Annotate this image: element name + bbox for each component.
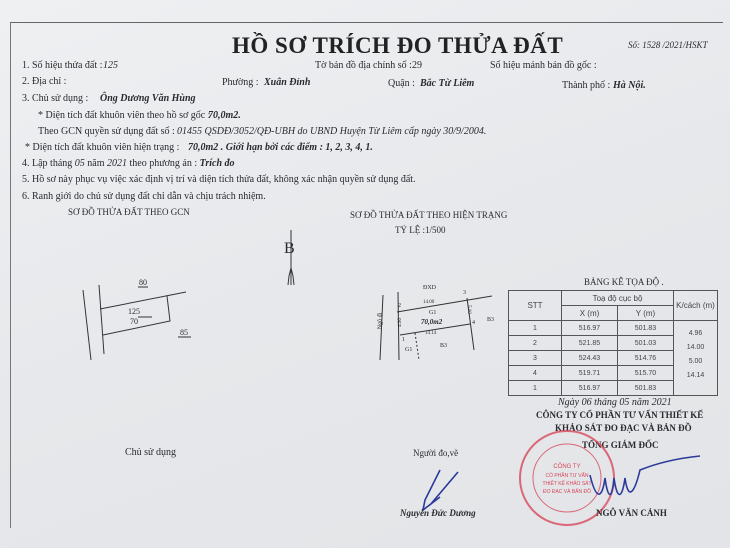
stt: 2 [509, 336, 562, 351]
line4-mid: năm [87, 158, 105, 169]
x: 519.71 [562, 366, 618, 381]
coord-table-title: BẢNG KÊ TỌA ĐỘ . [584, 277, 664, 287]
col-distance: K/cách (m) [674, 291, 718, 321]
parcel-number: 125 [103, 60, 118, 71]
x: 524.43 [562, 351, 618, 366]
orig-area: 70,0m2. [208, 110, 241, 121]
distance: 14.14 [686, 372, 705, 379]
right-length: 5.00 [465, 305, 471, 314]
g1-label: G1 [429, 310, 437, 316]
parcel-number-label: 1. Số hiệu thửa đất : [22, 60, 103, 71]
stt: 4 [509, 366, 562, 381]
surveyor-label: Người đo,vẽ [413, 448, 459, 458]
stt: 3 [509, 351, 562, 366]
g1-neighbor-label: G1 [405, 347, 413, 353]
line4-method: Trích đo [199, 158, 235, 169]
director-title: TỔNG GIÁM ĐỐC [582, 440, 659, 450]
line4-prefix: 4. Lập tháng [22, 158, 73, 169]
y: 514.76 [618, 351, 674, 366]
line4-year: 2021 [106, 158, 127, 169]
director-name: NGÔ VĂN CẢNH [596, 508, 667, 518]
y: 501.83 [618, 381, 674, 396]
b3-neighbor-label: B3 [440, 343, 448, 349]
distance: 4.96 [688, 330, 703, 337]
y: 515.70 [618, 366, 674, 381]
road-label: ĐXD [423, 285, 436, 291]
ward-label: Phường : [222, 77, 259, 88]
owner-name: Ông Dương Văn Hùng [100, 93, 196, 104]
current-area: 70,0m2 . Giới hạn bởi các điểm : 1, 2, 3, 4, 1. [188, 142, 373, 153]
line6: 6. Ranh giới do chủ sử dụng đất chỉ dẫn và chịu trách nhiệm. [22, 191, 266, 202]
top-length: 14.00 [423, 300, 435, 305]
company-line-1: CÔNG TY CỔ PHẦN TƯ VẤN THIẾT KẾ [536, 410, 704, 420]
company-line-2: KHẢO SÁT ĐO ĐẠC VÀ BẢN ĐỒ [555, 423, 692, 433]
city: Hà Nội. [613, 80, 646, 91]
lane-label: Ngõ đi [377, 312, 384, 330]
district-label: Quận : [388, 78, 415, 89]
svg-text:ĐO ĐẠC VÀ BẢN ĐỒ: ĐO ĐẠC VÀ BẢN ĐỒ [542, 489, 592, 495]
city-label: Thành phố : [562, 80, 611, 91]
col-x: X (m) [562, 306, 618, 321]
address-label: 2. Địa chỉ : [22, 76, 67, 87]
point-1: 1 [402, 337, 405, 343]
north-label: B [284, 240, 295, 257]
owner-label: 3. Chủ sử dụng : [22, 93, 89, 104]
district: Bắc Từ Liêm [420, 78, 475, 89]
owner-sign-label: Chủ sử dụng [125, 447, 176, 458]
svg-text:THIẾT KẾ KHẢO SÁT: THIẾT KẾ KHẢO SÁT [542, 481, 592, 487]
map-sheet: 29 [412, 60, 422, 71]
gcn-number: 01455 QSDĐ/3052/QĐ-UBH do UBND Huyện Từ Liêm cấp ngày 30/9/2004. [177, 126, 487, 137]
orig-sheet-label: Số hiệu mảnh bản đồ gốc : [490, 60, 597, 71]
svg-text:CÔNG TY: CÔNG TY [553, 464, 581, 470]
x: 521.85 [562, 336, 618, 351]
current-area-label: * Diện tích đất khuôn viên hiện trạng : [25, 142, 180, 153]
gcn-label: Theo GCN quyền sử dụng đất số : [38, 126, 175, 137]
stt: 1 [509, 381, 562, 396]
orig-area-label: * Diện tích đất khuôn viên theo hồ sơ gốc : [38, 110, 211, 121]
current-area-mark: 70,0m2 [421, 318, 443, 326]
gcn-area: 70 [130, 317, 138, 326]
stt: 1 [509, 321, 562, 336]
point-4: 4 [472, 320, 475, 326]
scale: TỶ LỆ :1/500 [395, 225, 446, 235]
y: 501.83 [618, 321, 674, 336]
y: 501.03 [618, 336, 674, 351]
surveyor-name: Nguyễn Đức Dương [400, 508, 476, 518]
left-length: 4.96 [397, 318, 403, 327]
line4-month: 05 [74, 158, 85, 169]
svg-text:CỔ PHẦN TƯ VẤN: CỔ PHẦN TƯ VẤN [545, 473, 589, 479]
line5: 5. Hồ sơ này phục vụ việc xác định vị trí và diện tích thửa đất, không xác nhận quyền sử dụng đất. [22, 174, 416, 185]
gcn-parcel: 125 [128, 307, 140, 316]
col-y: Y (m) [618, 306, 674, 321]
col-coord: Toạ độ cục bộ [562, 291, 674, 306]
sign-date: Ngày 06 tháng 05 năm 2021 [558, 397, 672, 408]
map-sheet-label: Tờ bản đồ địa chính số : [315, 60, 412, 71]
gcn-top-label: 80 [139, 278, 147, 287]
page-title: HỒ SƠ TRÍCH ĐO THỬA ĐẤT [232, 33, 564, 58]
distance: 5.00 [688, 358, 703, 365]
gcn-bottom-label: 85 [180, 328, 188, 337]
line4-suffix: theo phương án : [129, 158, 198, 169]
x: 516.97 [562, 381, 618, 396]
current-diagram-heading: SƠ ĐỒ THỬA ĐẤT THEO HIỆN TRẠNG [350, 210, 508, 220]
col-stt: STT [509, 291, 562, 321]
gcn-diagram-heading: SƠ ĐỒ THỬA ĐẤT THEO GCN [68, 207, 190, 217]
bottom-length: 14.14 [425, 331, 437, 336]
ward: Xuân Đỉnh [264, 77, 311, 88]
distance: 14.00 [686, 344, 705, 351]
x: 516.97 [562, 321, 618, 336]
point-3: 3 [463, 290, 466, 296]
document-number: Số: 1528 /2021/HSKT [628, 40, 708, 50]
point-2: 2 [398, 303, 401, 309]
b3-label: B3 [487, 317, 495, 323]
